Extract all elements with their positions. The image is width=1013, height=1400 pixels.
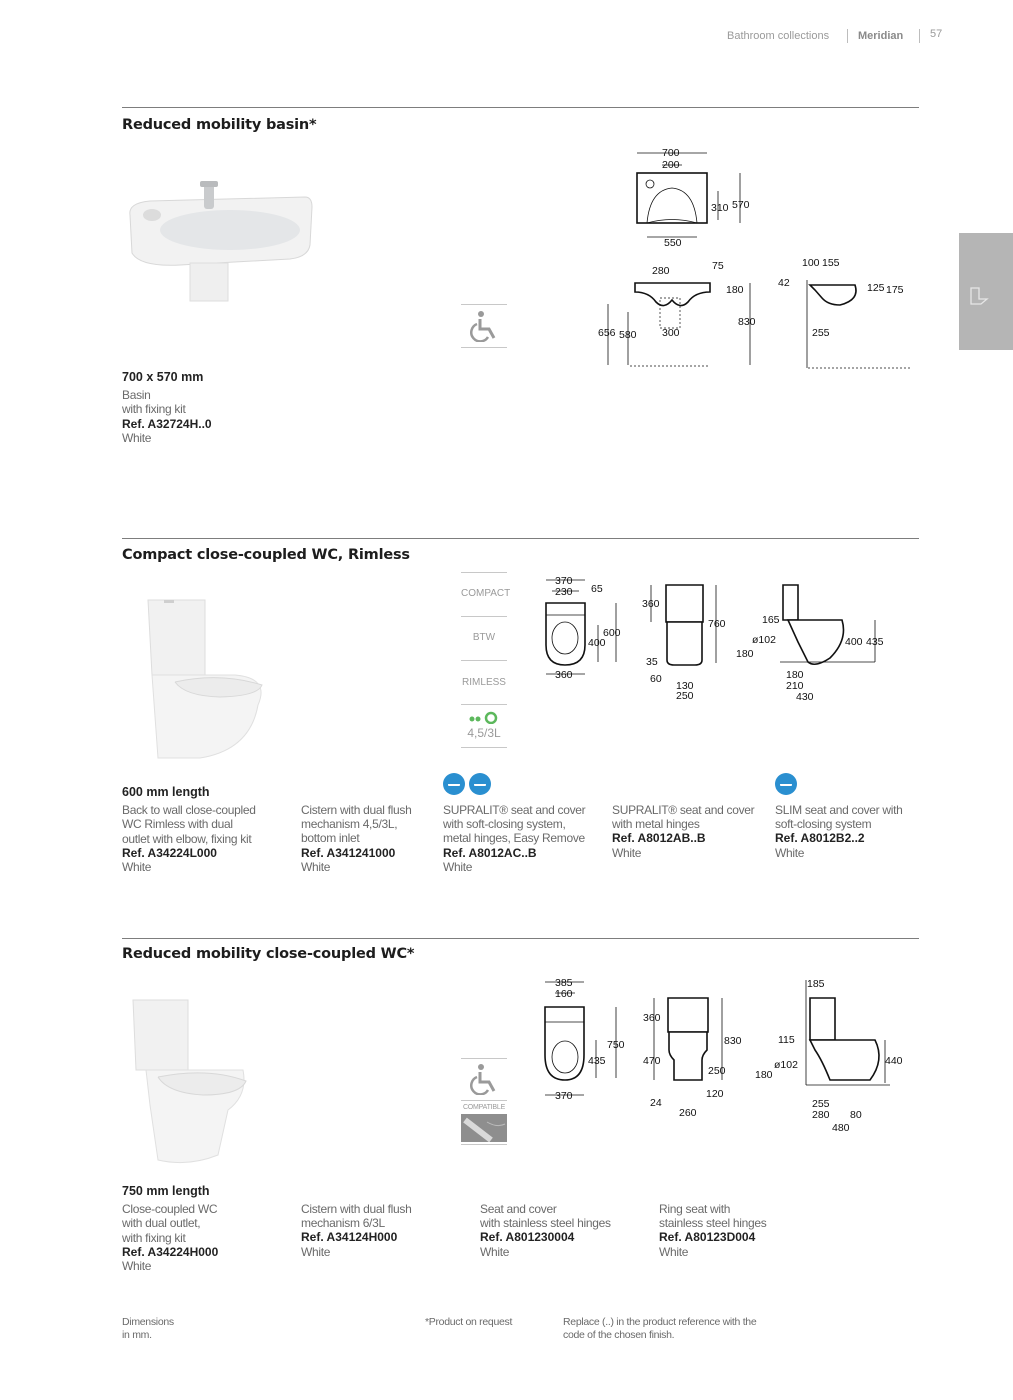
header-divider xyxy=(919,29,920,43)
soft-close-icon xyxy=(775,773,797,795)
product-info xyxy=(775,803,920,860)
dimension-label: 385 xyxy=(555,977,573,989)
dimension-label: 370 xyxy=(555,575,573,587)
feature-divider xyxy=(461,1058,507,1059)
product-info xyxy=(612,803,767,860)
product-ref: Ref. A34224L000 xyxy=(122,845,217,860)
dimension-label: 580 xyxy=(619,329,637,341)
dimension-label: 155 xyxy=(822,257,840,269)
toilet-icon xyxy=(959,233,1013,350)
dimension-label: 760 xyxy=(708,618,726,630)
product-desc: with fixing kit xyxy=(122,402,186,417)
product-desc: Back to wall close-coupled xyxy=(122,803,256,818)
feature-rimless: RIMLESS xyxy=(462,677,506,688)
dimension-label: 480 xyxy=(832,1122,850,1134)
section-title: Reduced mobility close-coupled WC* xyxy=(122,946,415,962)
flush-volume: 4,5/3L xyxy=(467,726,501,740)
section-divider xyxy=(122,107,919,108)
dimension-label: 175 xyxy=(886,284,904,296)
product-info xyxy=(443,803,608,874)
product-info xyxy=(659,1202,824,1259)
product-finish: White xyxy=(775,845,805,860)
compact-wc-technical-drawing xyxy=(530,570,920,705)
dimension-label: 125 xyxy=(867,282,885,294)
dimension-label: 400 xyxy=(845,636,863,648)
product-finish: White xyxy=(301,859,331,874)
product-desc: stainless steel hinges xyxy=(659,1216,767,1231)
product-desc: mechanism 6/3L xyxy=(301,1216,385,1231)
product-info xyxy=(480,1202,645,1259)
product-desc: Seat and cover xyxy=(480,1202,557,1216)
feature-btw: BTW xyxy=(472,632,496,643)
dimension-label: 35 xyxy=(646,656,658,668)
feature-divider xyxy=(461,660,507,661)
product-desc: with fixing kit xyxy=(122,1230,186,1245)
dimension-label: 400 xyxy=(588,637,606,649)
section-divider xyxy=(122,538,919,539)
product-finish: White xyxy=(659,1244,689,1259)
feature-divider xyxy=(461,572,507,573)
feature-compact: COMPACT xyxy=(461,588,511,599)
feature-icons xyxy=(443,773,495,800)
dimension-label: 430 xyxy=(796,691,814,703)
product-desc: WC Rimless with dual xyxy=(122,817,233,832)
dimension-label: 230 xyxy=(555,586,573,598)
dimension-label: 440 xyxy=(885,1055,903,1067)
dimension-label: 100 xyxy=(802,257,820,269)
product-ref: Ref. A80123D004 xyxy=(659,1230,756,1245)
product-desc: Cistern with dual flush xyxy=(301,803,412,817)
dimension-label: 255 xyxy=(812,1098,830,1110)
product-info xyxy=(301,803,441,874)
dimension-label: 260 xyxy=(679,1107,697,1119)
product-desc: Close-coupled WC xyxy=(122,1202,218,1217)
dimension-label: 42 xyxy=(778,277,790,289)
dimension-label: 435 xyxy=(866,636,884,648)
size-heading: 700 x 570 mm xyxy=(122,370,204,384)
dimension-label: 656 xyxy=(598,327,616,339)
dimension-label: 250 xyxy=(676,690,694,702)
product-desc: SUPRALIT® seat and cover xyxy=(443,803,586,817)
dimension-label: 280 xyxy=(652,265,670,277)
product-finish: White xyxy=(480,1244,510,1259)
dimension-label: 310 xyxy=(711,202,729,214)
product-ref: Ref. A34124H000 xyxy=(301,1230,398,1245)
product-desc: with stainless steel hinges xyxy=(480,1216,611,1231)
dimension-label: 700 xyxy=(662,147,680,159)
dimension-label: 165 xyxy=(762,614,780,626)
dimension-label: 160 xyxy=(555,988,573,1000)
dimension-label: 80 xyxy=(850,1109,862,1121)
product-finish: White xyxy=(122,430,152,445)
product-info xyxy=(122,1184,292,1273)
dimension-label: 180 xyxy=(736,648,754,660)
footer-replace-note: Replace (..) in the product reference with the code of the chosen finish. xyxy=(563,1316,757,1341)
feature-divider xyxy=(461,704,507,705)
page-number: 57 xyxy=(930,28,943,40)
product-ref: Ref. A34224H000 xyxy=(122,1244,219,1259)
product-desc: Ring seat with xyxy=(659,1202,731,1216)
dimension-label: 75 xyxy=(712,260,724,272)
dimension-label: 250 xyxy=(708,1065,726,1077)
product-desc: SUPRALIT® seat and cover xyxy=(612,803,755,817)
dimension-label: ø102 xyxy=(774,1059,798,1071)
feature-icons xyxy=(775,773,801,800)
section-title: Compact close-coupled WC, Rimless xyxy=(122,547,410,563)
product-info xyxy=(122,370,292,445)
dimension-label: 300 xyxy=(662,327,680,339)
soft-close-icon xyxy=(443,773,465,795)
dimension-label: 360 xyxy=(555,669,573,681)
easy-remove-icon xyxy=(469,773,491,795)
dimension-label: 210 xyxy=(786,680,804,692)
product-desc: with dual outlet, xyxy=(122,1216,201,1231)
dimension-label: 255 xyxy=(812,327,830,339)
product-desc: soft-closing system xyxy=(775,817,872,832)
compatible-accessory-image xyxy=(461,1114,507,1142)
header-divider xyxy=(847,29,848,43)
wheelchair-icon xyxy=(470,310,500,347)
dimension-label: 435 xyxy=(588,1055,606,1067)
feature-divider xyxy=(461,747,507,748)
dimension-label: 180 xyxy=(755,1069,773,1081)
wheelchair-icon xyxy=(470,1063,500,1100)
product-ref: Ref. A8012AB..B xyxy=(612,831,706,846)
header-series: Meridian xyxy=(858,30,904,42)
section-divider xyxy=(122,938,919,939)
reduced-mobility-wc-product-image xyxy=(128,995,273,1175)
dimension-label: 360 xyxy=(642,598,660,610)
feature-divider xyxy=(461,1144,507,1145)
product-finish: White xyxy=(301,1244,331,1259)
dimension-label: 120 xyxy=(706,1088,724,1100)
dimension-label: 600 xyxy=(603,627,621,639)
product-ref: Ref. A801230004 xyxy=(480,1230,575,1245)
product-desc: with soft-closing system, xyxy=(443,817,566,832)
header-collection: Bathroom collections xyxy=(727,30,830,42)
product-ref: Ref. A341241000 xyxy=(301,845,396,860)
reduced-mobility-wc-technical-drawing xyxy=(530,970,920,1135)
product-desc: SLIM seat and cover with xyxy=(775,803,903,817)
dimension-label: 360 xyxy=(643,1012,661,1024)
basin-technical-drawing xyxy=(590,140,920,370)
product-info xyxy=(301,1202,451,1259)
footer-request-note: *Product on request xyxy=(425,1316,513,1328)
dimension-label: 115 xyxy=(778,1034,795,1046)
product-info xyxy=(122,785,292,874)
product-desc: metal hinges, Easy Remove xyxy=(443,831,585,846)
product-ref: Ref. A32724H..0 xyxy=(122,416,212,431)
feature-divider xyxy=(461,347,507,348)
section-title: Reduced mobility basin* xyxy=(122,117,317,133)
basin-product-image xyxy=(120,175,315,305)
dimension-label: 65 xyxy=(591,583,603,595)
dimension-label: ø102 xyxy=(752,634,776,646)
product-desc: with metal hinges xyxy=(612,817,700,832)
product-desc: outlet with elbow, fixing kit xyxy=(122,831,252,846)
dimension-label: 750 xyxy=(607,1039,625,1051)
product-desc: Basin xyxy=(122,388,151,403)
size-heading: 750 mm length xyxy=(122,1184,210,1198)
product-ref: Ref. A8012B2..2 xyxy=(775,831,865,846)
product-desc: mechanism 4,5/3L, xyxy=(301,817,398,832)
dimension-label: 180 xyxy=(726,284,744,296)
dimension-label: 24 xyxy=(650,1097,662,1109)
feature-compatible: COMPATIBLE xyxy=(462,1104,506,1111)
dimension-label: 550 xyxy=(664,237,682,249)
dimension-label: 185 xyxy=(807,978,825,990)
compact-wc-product-image xyxy=(140,590,280,770)
product-finish: White xyxy=(122,1259,152,1274)
dimension-label: 830 xyxy=(724,1035,742,1047)
dimension-label: 200 xyxy=(662,159,680,171)
dimension-label: 370 xyxy=(555,1090,573,1102)
dimension-label: 60 xyxy=(650,673,662,685)
dimension-label: 570 xyxy=(732,199,750,211)
dimension-label: 280 xyxy=(812,1109,830,1121)
feature-divider xyxy=(461,616,507,617)
product-ref: Ref. A8012AC..B xyxy=(443,845,537,860)
side-category-tab[interactable] xyxy=(959,233,1013,350)
product-finish: White xyxy=(122,860,152,875)
product-desc: Cistern with dual flush xyxy=(301,1202,412,1216)
dimension-label: 470 xyxy=(643,1055,661,1067)
dimension-label: 180 xyxy=(786,669,804,681)
feature-divider xyxy=(461,1100,507,1101)
product-finish: White xyxy=(443,859,473,874)
size-heading: 600 mm length xyxy=(122,785,210,799)
product-finish: White xyxy=(612,845,642,860)
feature-divider xyxy=(461,304,507,305)
dimension-label: 830 xyxy=(738,316,756,328)
dimension-label: 130 xyxy=(676,680,694,692)
footer-dimensions-note: Dimensions in mm. xyxy=(122,1316,174,1341)
product-desc: bottom inlet xyxy=(301,831,360,846)
